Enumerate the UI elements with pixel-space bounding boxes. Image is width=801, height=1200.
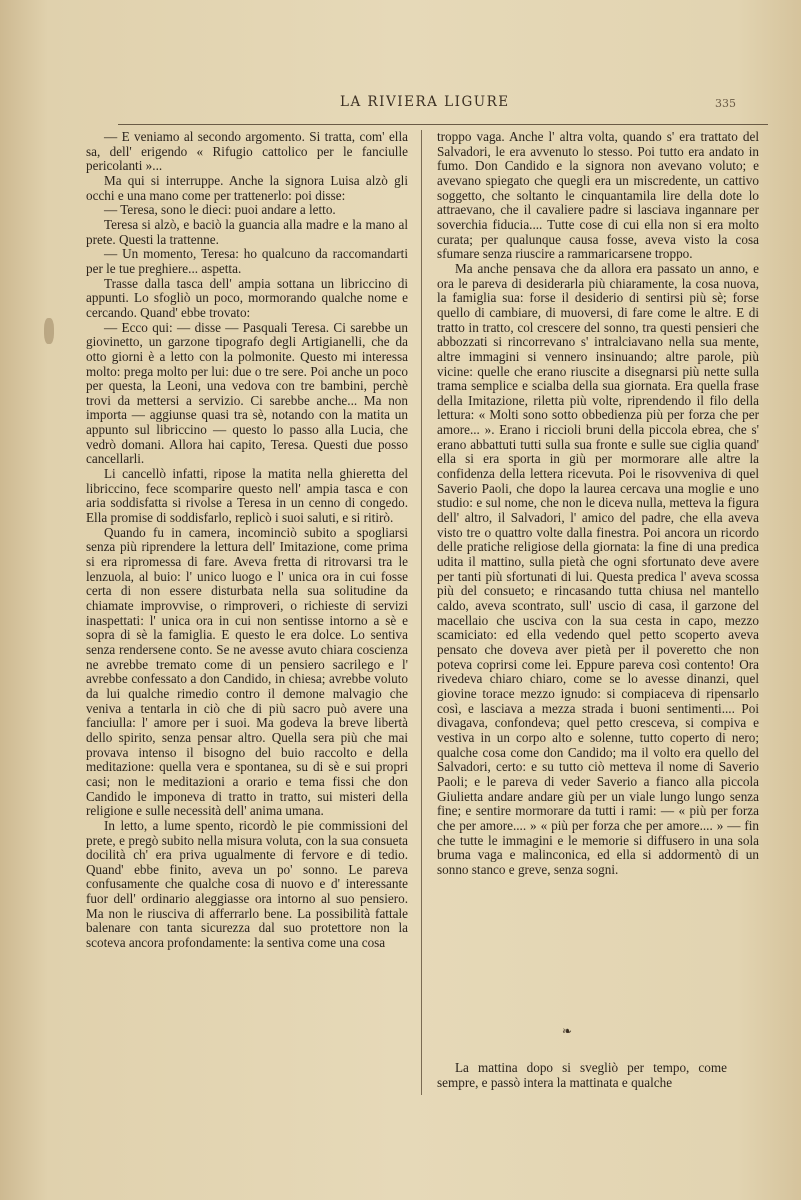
paragraph: Teresa si alzò, e baciò la guancia alla madre e la mano al prete. Questi la trattenne. [86, 216, 408, 247]
paragraph: Trasse dalla tasca dell' ampia sottana un libriccino di appunti. Lo sfogliò un poco, mormorando qualche nome e cercando. Quand' ebbe trovato: [86, 275, 408, 320]
paragraph: — E veniamo al secondo argomento. Si tratta, com' ella sa, dell' erigendo « Rifugio cattolico per le fanciulle pericolanti »... [86, 129, 408, 174]
paragraph: Quando fu in camera, incominciò subito a spogliarsi senza più riprendere la lettura dell' Imitazione, come prima si era ripromessa di fare. Aveva fretta di ritrovarsi tra le lenzuola, al buio: l' unico luogo e l' unica ora in cui fosse certa di non essere disturbata nella sua solitudine da chiamate improvvise, o rimproveri, o richieste di servizi inaspettati: l' unica ora in cui non sentisse intorno a sè e sopra di sè la famiglia. E questo le era dolce. Lo sentiva senza rendersene conto. Se ne avesse avuto chiara coscienza ne avrebbe tremato come di un pensiero sacrilego e l' avrebbe confessato a don Candido, in chiesa; avrebbe voluto da lui qualche rimedio contro il demone malvagio che veniva a tentarla in ciò che di più sacro può avere una fanciulla: l' amore per i suoi. Ma godeva la breve libertà dello spirito, senza pensar altro. Quella sera più che mai provava intenso il bisogno del buio raccolto e della meditazione: quella vera e spontanea, su di sè e sui propri casi; non le meditazioni a orario e tema fissi che don Candido le imponeva di tratto in tratto, sui misteri della religione e sulle necessità dell' anima umana. [86, 524, 408, 819]
paragraph-continued: troppo vaga. Anche l' altra volta, quando s' era trattato del Salvadori, le era avvenuto lo stesso. Poi tutto era andato in fumo. Don Candido e la signora non avevano voluto; e avevano spiegato che quegli era un miscredente, un cattivo soggetto, che soltanto le cinquantamila lire della dote lo attraevano, che il cavaliere padre si lasciava ingannare per soverchia fiducia.... Tutte cose di cui ella non si era molto curata; per qualunque causa fosse, aveva visto la cosa sfumare senza riuscire a rammaricarsene troppo. [437, 129, 759, 262]
paragraph: Ma qui si interruppe. Anche la signora Luisa alzò gli occhi e una mano come per trattenerlo: poi disse: [86, 172, 408, 203]
section-ornament: ❧ [562, 1024, 573, 1038]
header-rule [118, 124, 768, 125]
page-header [120, 94, 760, 114]
column-divider [421, 130, 422, 1095]
page-number: 335 [715, 97, 736, 110]
paragraph: — Teresa, sono le dieci: puoi andare a letto. [104, 202, 336, 218]
paragraph: — Ecco qui: — disse — Pasquali Teresa. Ci sarebbe un giovinetto, un garzone tipografo degli Artigianelli, che da otto giorni è a letto con la polmonite. Questo mi interessa molto: prega molto per lui: due o tre sere. Poi anche un poco per questa, la Leoni, una vedova con tre bambini, perchè trovi da mettersi a servizio. Ci sarebbe anche... Ma non importa — aggiunse quasi tra sè, notando con la matita un appunto sul libriccino — questo lo passo alla Lucia, che vedrò domani. Allora hai capito, Teresa. Questi due posso cancellarli. [86, 319, 408, 467]
paragraph: — Un momento, Teresa: ho qualcuno da raccomandarti per le tue preghiere... aspetta. [86, 246, 408, 276]
paragraph: Ma anche pensava che da allora era passato un anno, e ora le pareva di desiderarla più chiaramente, la cosa nuova, la famiglia sua: forse il desiderio di sentirsi più sè; forse quello di cambiare, di muoversi, di fare come le altre. E di tratto in tratto, col crescere del sonno, tra questi pensieri che abbozzati si rincorrevano s' intralciavano nella sua mente, altre immagini si vennero insinuando; altre parole, più vicine: quelle che erano riuscite a disegnarsi più nette sulla trama semplice e scialba della sua giornata. Era quella frase della Imitazione, riletta più volte, riprendendo il filo della lettura: « Molti sono sotto obbedienza più per forza che per amore... ». Erano i riccioli bruni della piccola ebrea, che s' erano abbattuti tutti sulla sua fronte e sulle sue ciglia quand' ella si era sporta in giù per mormorare alle altre la confidenza della lettera ricevuta. Poi le risovveniva di quel Saverio Paoli, che dopo la laurea cercava una moglie e uno studio: e sul nome, che non le diceva nulla, metteva la figura dell' altro, il Salvadori, l' amico del padre, che ella aveva visto tre o quattro volte dalla finestra. Poi ancora un ricordo delle pratiche religiose della giornata: la fine di una predica udita il mattino, sulla pietà che ogni sfortunato deve avere per tanti più sfortunati di lui. Questa predica l' aveva scossa più del consueto; e rincasando tutta chiusa nel mantello caldo, aveva scontrato, sull' uscio di casa, il garzone del macellaio che usciva con la sua cesta in capo, mezzo scamiciato: ed ella vedendo quel petto scoperto aveva pensato che doveva aver pietà per il poveretto che non poteva coprirsi come lei. Eppure pareva così contento! Ora rivedeva chiaro chiaro, come se lo avesse dinanzi, quel giovine torace mezzo ignudo: si compiaceva di ripensarlo così, e lasciava a mezza strada i buoni sentimenti.... Poi divagava, confondeva; quel petto cresceva, si compiva e vestiva in un corpo alto e solenne, tutto coperto di nero; qualche cosa come don Candido; ma il volto era quello del Salvadori, certo: e su tutto ciò metteva il nome di Saverio Paoli; e le pareva di veder Saverio a fianco alla piccola Giulietta andare andare giù per un viale lungo lungo senza fine; e sentire mormorare da tutti i rami: — « più per forza che per amore.... » « più per forza che per amore.... » — fin che tutte le immagini e le memorie si diffusero in una sola bruma vaga e malinconica, ed ella si addormentò di un sonno stanco e greve, senza sogni. [437, 260, 759, 877]
left-column [86, 130, 408, 951]
paragraph: In letto, a lume spento, ricordò le pie commissioni del prete, e pregò subito nella misura voluta, con la sua consueta docilità ch' era priva ugualmente di fervore e di tedio. Quand' ebbe finito, aveva un po' sonno. Le pareva confusamente che qualche cosa di nuovo e d' interessante fuor dell' ordinario aleggiasse ora intorno al suo pensiero. Ma non le riusciva di afferrarlo bene. La possibilità fattale balenare con tanta sicurezza dal suo protettore non la scoteva ancora profondamente: la sentiva come una cosa [86, 817, 408, 951]
running-title: LA RIVIERA LIGURE [340, 94, 510, 110]
right-column [437, 130, 759, 877]
closing-paragraph: La mattina dopo si svegliò per tempo, come sempre, e passò intera la mattinata e qualche [437, 1060, 727, 1090]
ink-stain [44, 318, 54, 344]
paragraph: Li cancellò infatti, ripose la matita nella ghieretta del libriccino, fece scomparire questo nell' ampia tasca e con aria soddisfatta si rivolse a Teresa in un cenno di congedo. Ella promise di soddisfarlo, replicò i suoi saluti, e si ritirò. [86, 466, 408, 526]
